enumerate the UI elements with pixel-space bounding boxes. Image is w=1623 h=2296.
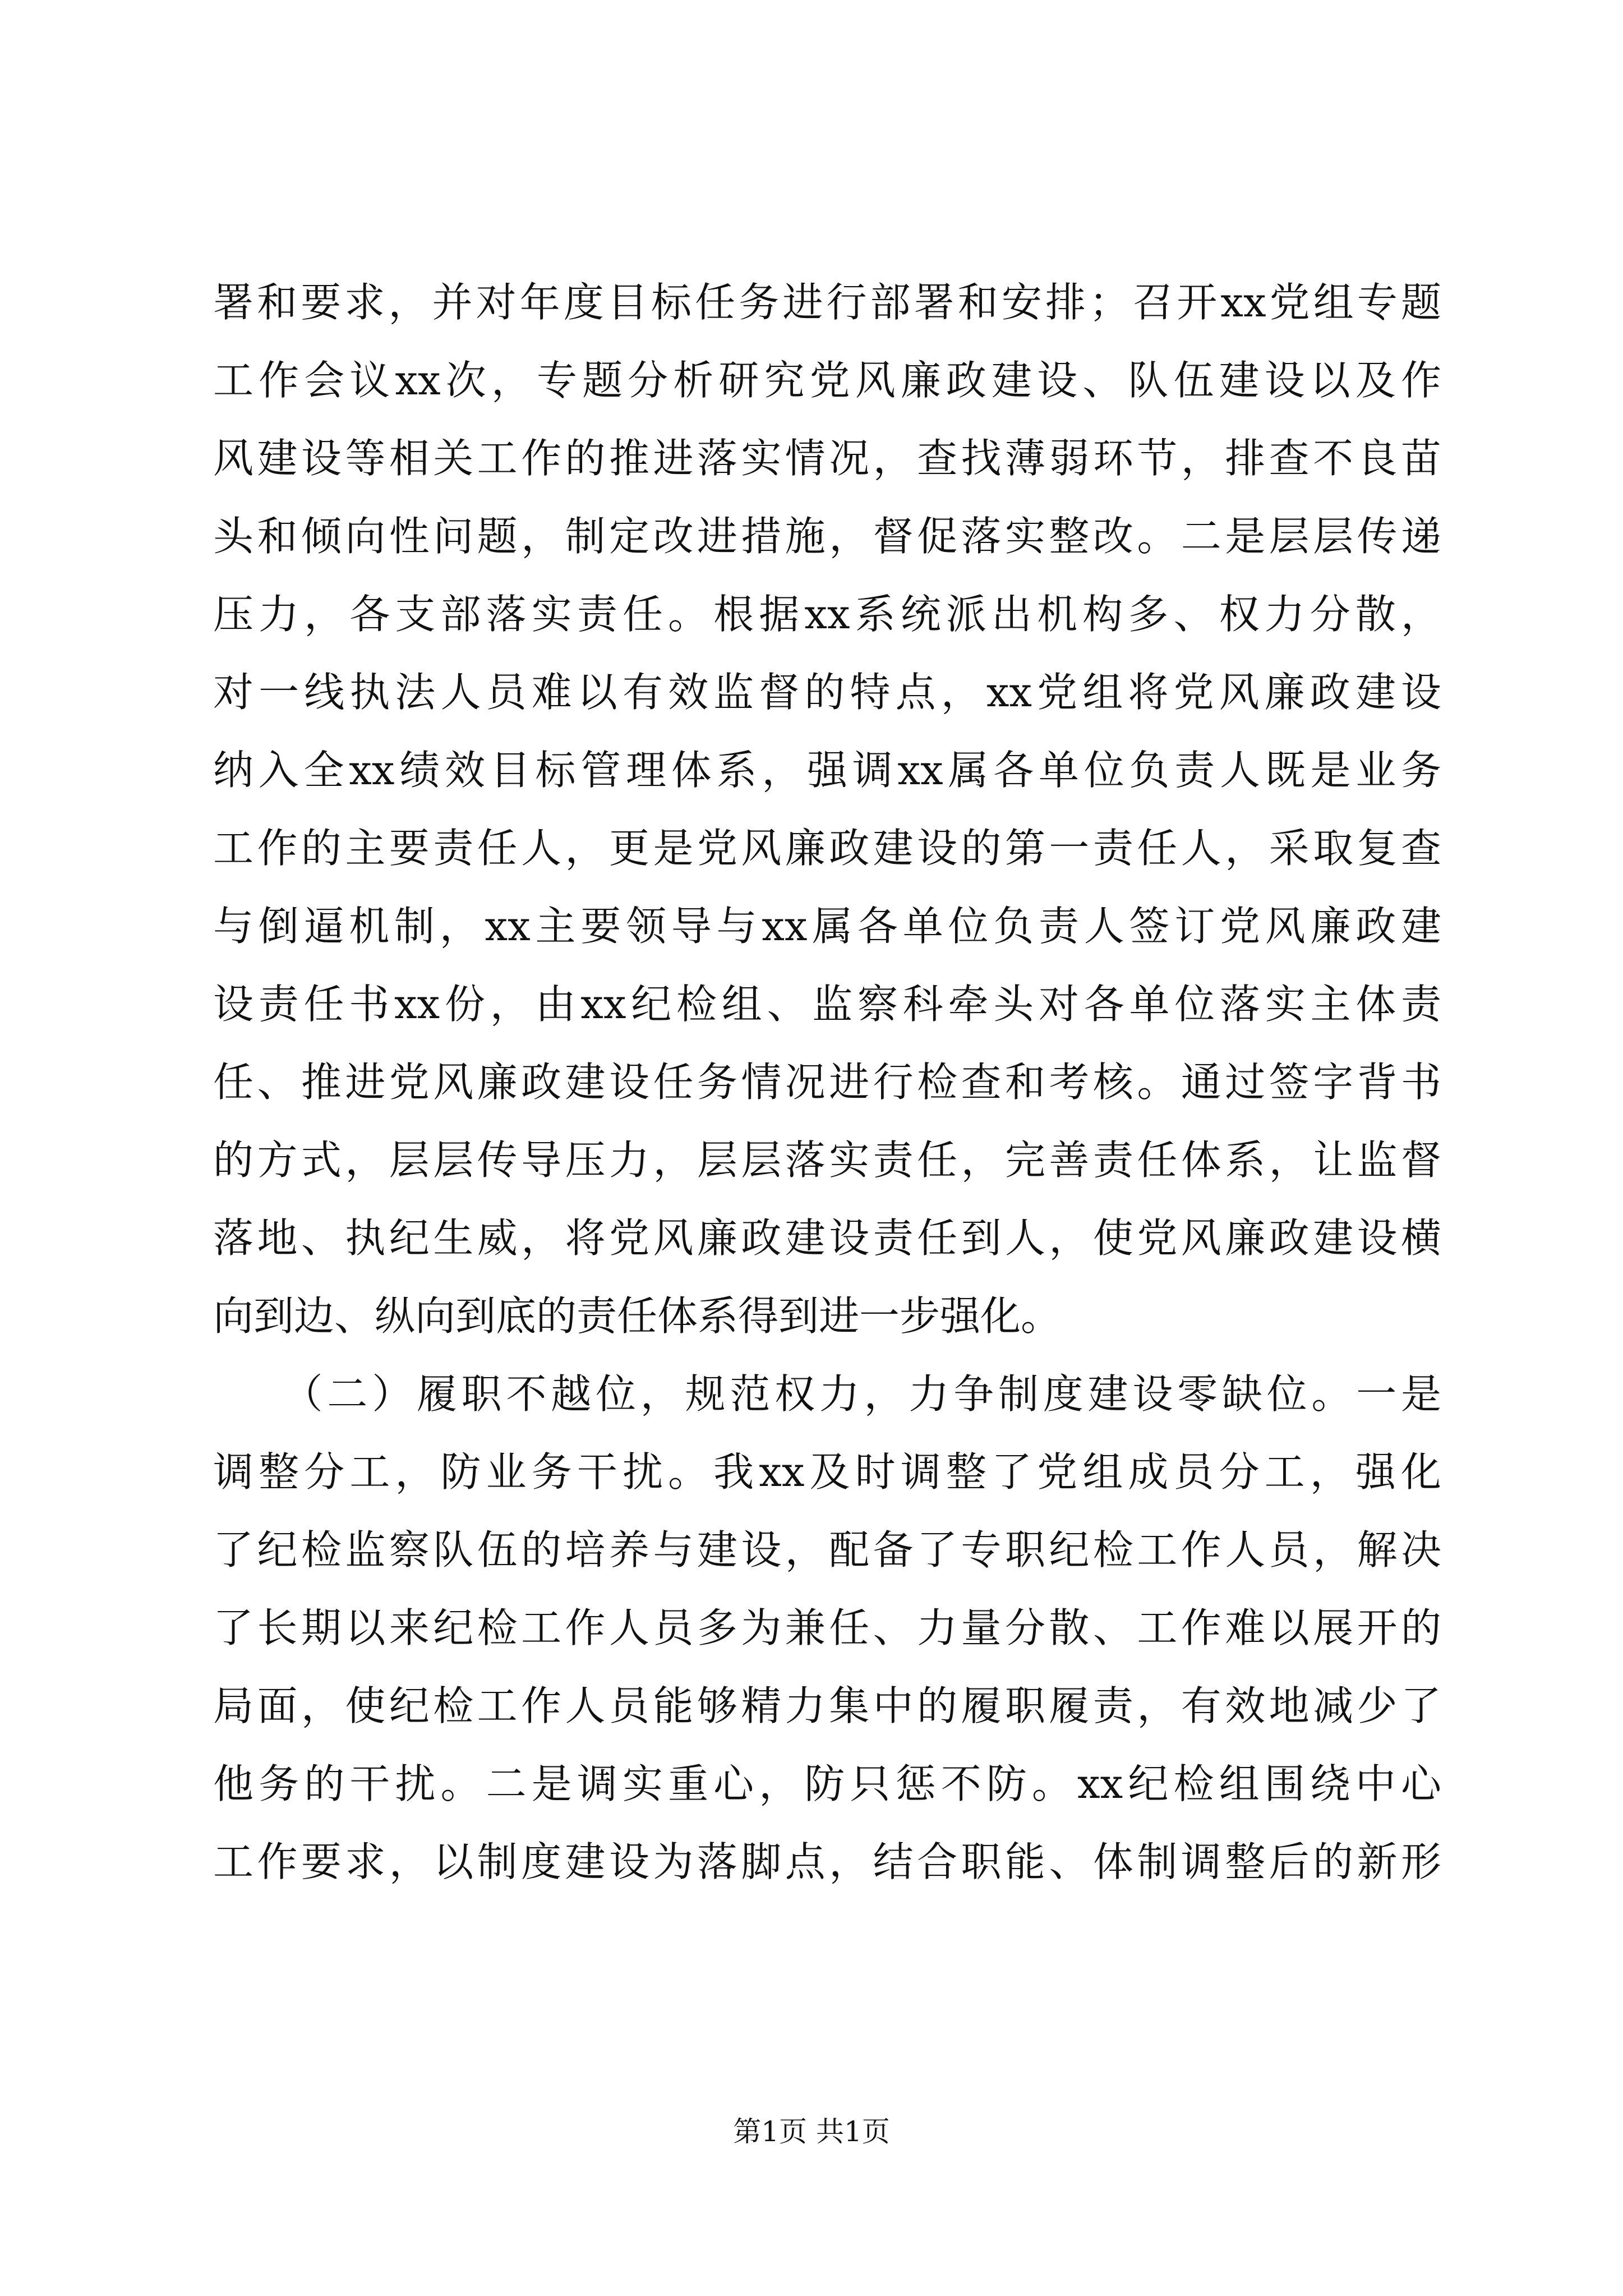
text-line: 调整分工，防业务干扰。我xx及时调整了党组成员分工，强化 [213, 1448, 1441, 1496]
text-line: 纳入全xx绩效目标管理体系，强调xx属各单位负责人既是业务 [213, 747, 1441, 794]
text-line: 的方式，层层传导压力，层层落实责任，完善责任体系，让监督 [213, 1137, 1441, 1184]
text-line: 了纪检监察队伍的培养与建设，配备了专职纪检工作人员，解决 [213, 1526, 1441, 1573]
text-line: 对一线执法人员难以有效监督的特点，xx党组将党风廉政建设 [213, 669, 1441, 716]
text-line: 工作会议xx次，专题分析研究党风廉政建设、队伍建设以及作 [213, 357, 1441, 404]
text-line: 落地、执纪生威，将党风廉政建设责任到人，使党风廉政建设横 [213, 1214, 1441, 1262]
text-line: 风建设等相关工作的推进落实情况，查找薄弱环节，排查不良苗 [213, 435, 1441, 482]
text-line: 局面，使纪检工作人员能够精力集中的履职履责，有效地减少了 [213, 1682, 1441, 1729]
text-line: 任、推进党风廉政建设任务情况进行检查和考核。通过签字背书 [213, 1059, 1441, 1106]
text-line: 向到边、纵向到底的责任体系得到进一步强化。 [213, 1292, 1062, 1340]
text-line: 署和要求，并对年度目标任务进行部署和安排；召开xx党组专题 [213, 279, 1441, 326]
text-line: 他务的干扰。二是调实重心，防只惩不防。xx纪检组围绕中心 [213, 1760, 1441, 1807]
text-line: 设责任书xx份，由xx纪检组、监察科牵头对各单位落实主体责 [213, 981, 1441, 1028]
text-line: 头和倾向性问题，制定改进措施，督促落实整改。二是层层传递 [213, 513, 1441, 560]
text-line: 工作要求，以制度建设为落脚点，结合职能、体制调整后的新形 [213, 1838, 1441, 1885]
text-line: 工作的主要责任人，更是党风廉政建设的第一责任人，采取复查 [213, 825, 1441, 872]
page-number: 第1页 共1页 [733, 2115, 890, 2148]
page-footer [0, 2112, 1623, 2151]
text-line: （二）履职不越位，规范权力，力争制度建设零缺位。一是 [213, 1370, 1441, 1418]
body-text [213, 264, 1441, 1901]
text-line: 压力，各支部落实责任。根据xx系统派出机构多、权力分散， [213, 591, 1441, 638]
text-line: 了长期以来纪检工作人员多为兼任、力量分散、工作难以展开的 [213, 1604, 1441, 1651]
text-line: 与倒逼机制，xx主要领导与xx属各单位负责人签订党风廉政建 [213, 903, 1441, 950]
